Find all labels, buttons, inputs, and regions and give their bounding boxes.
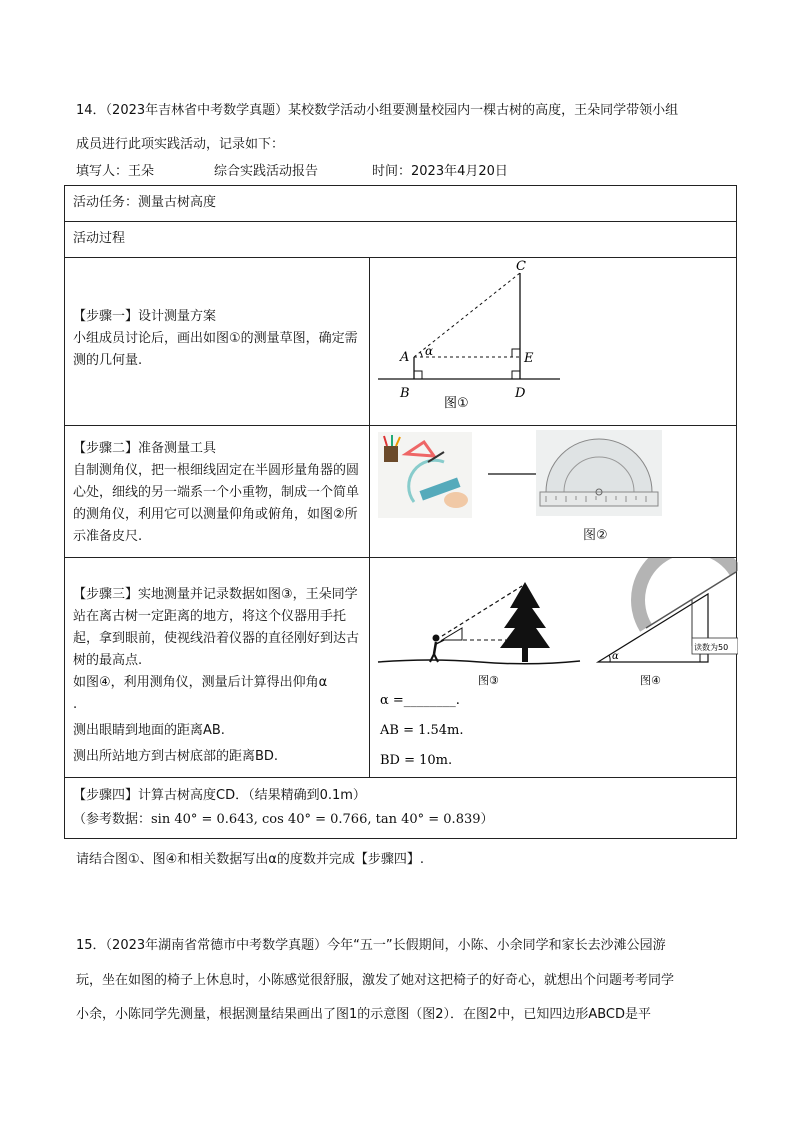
protractor-making-photo [378, 432, 472, 518]
figure-4-protractor [598, 558, 738, 687]
figures-3-4 [370, 558, 738, 776]
step3-line2: 如图④，利用测角仪，测量后计算得出仰角α [73, 675, 328, 690]
figure-3-caption: 图③ [478, 674, 499, 687]
step2-body: 自制测角仪，把一根细线固定在半圆形量角器的圆心处，细线的另一端系一个小重物，制成一个简单的测角仪，利用它可以测量仰角或俯角，如图②所示准备皮尺. [73, 463, 360, 544]
protractor-reading: 读数为50 [694, 643, 729, 652]
step3-cell [65, 558, 369, 774]
step3-title: 【步骤三】实地测量并记录数据如图③，王朵同学站在离古树一定距离的地方，将这个仪器用手托起，拿到眼前，使视线沿着仪器的直径刚好到达古树的最高点. [73, 587, 360, 668]
step2-cell [65, 426, 369, 554]
photo-sketch [378, 432, 472, 518]
label-E: E [524, 351, 534, 366]
angle-alpha-arc [420, 352, 422, 357]
step1-cell [65, 258, 369, 378]
person-icon [430, 635, 444, 663]
label-A: A [400, 350, 410, 365]
figure-1-caption: 图① [444, 396, 469, 411]
figure-2-caption: 图② [583, 528, 608, 543]
sight-line [442, 586, 522, 636]
label-D: D [515, 386, 526, 401]
report-title: 综合实践活动报告 [214, 164, 319, 179]
fill-by: 填写人：王朵 [76, 164, 155, 179]
activity-report-table [64, 185, 737, 839]
label-B: B [400, 386, 410, 401]
label-alpha: α [425, 344, 434, 358]
step3-line3: 测出眼睛到地面的距离AB. [73, 723, 225, 738]
right-angle-B [414, 371, 422, 379]
fig4-alpha: α [612, 651, 619, 662]
figure-3-tree-scene [378, 582, 580, 687]
bd-value: BD = 10m. [380, 753, 453, 768]
label-C: C [516, 259, 526, 274]
tree-icon [500, 582, 550, 662]
q15-line1: 15．（2023年湖南省常德市中考数学真题）今年“五一”长假期间，小陈、小余同学和家长去沙滩公园游 [76, 938, 666, 953]
figure-4-caption: 图④ [640, 674, 661, 687]
activity-process: 活动过程 [73, 231, 126, 246]
ab-value: AB = 1.54m. [380, 723, 464, 738]
q14-intro-line2: 成员进行此项实践活动，记录如下： [76, 137, 285, 152]
q15-line2: 玩，坐在如图的椅子上休息时，小陈感觉很舒服，激发了她对这把椅子的好奇心，就想出个问题考考同学 [76, 973, 675, 988]
q15-line3: 小余，小陈同学先测量，根据测量结果画出了图1的示意图（图2）．在图2中，已知四边形ABCD是平 [76, 1007, 651, 1022]
report-time: 时间：2023年4月20日 [372, 164, 508, 179]
right-angle-D [512, 371, 520, 379]
step2-title: 【步骤二】准备测量工具 [73, 441, 217, 456]
step1-title: 【步骤一】设计测量方案 [73, 309, 217, 324]
step1-body: 小组成员讨论后，画出如图①的测量草图，确定需测的几何量. [73, 331, 358, 368]
activity-task: 活动任务：测量古树高度 [73, 195, 217, 210]
step3-line4: 测出所站地方到古树底部的距离BD. [73, 749, 279, 764]
alpha-blank: α =________. [380, 693, 460, 708]
protractor-sketch [536, 430, 662, 516]
q14-intro-line1: 14．（2023年吉林省中考数学真题）某校数学活动小组要测量校园内一棵古树的高度，王朵同学带领小组 [76, 103, 679, 118]
step4-line2: （参考数据：sin 40° = 0.643, cos 40° = 0.766, tan 40° = 0.839） [73, 812, 494, 827]
protractor-arc [638, 558, 736, 628]
step4-line1: 【步骤四】计算古树高度CD．（结果精确到0.1m） [73, 788, 366, 803]
step3-line2b: . [73, 697, 78, 712]
protractor-photo [536, 430, 662, 516]
q14-question: 请结合图①、图④和相关数据写出α的度数并完成【步骤四】. [76, 852, 425, 867]
ground-curve [378, 660, 580, 664]
right-angle-E [512, 349, 520, 357]
step4-cell [65, 778, 736, 838]
figure-1-diagram [370, 258, 738, 424]
